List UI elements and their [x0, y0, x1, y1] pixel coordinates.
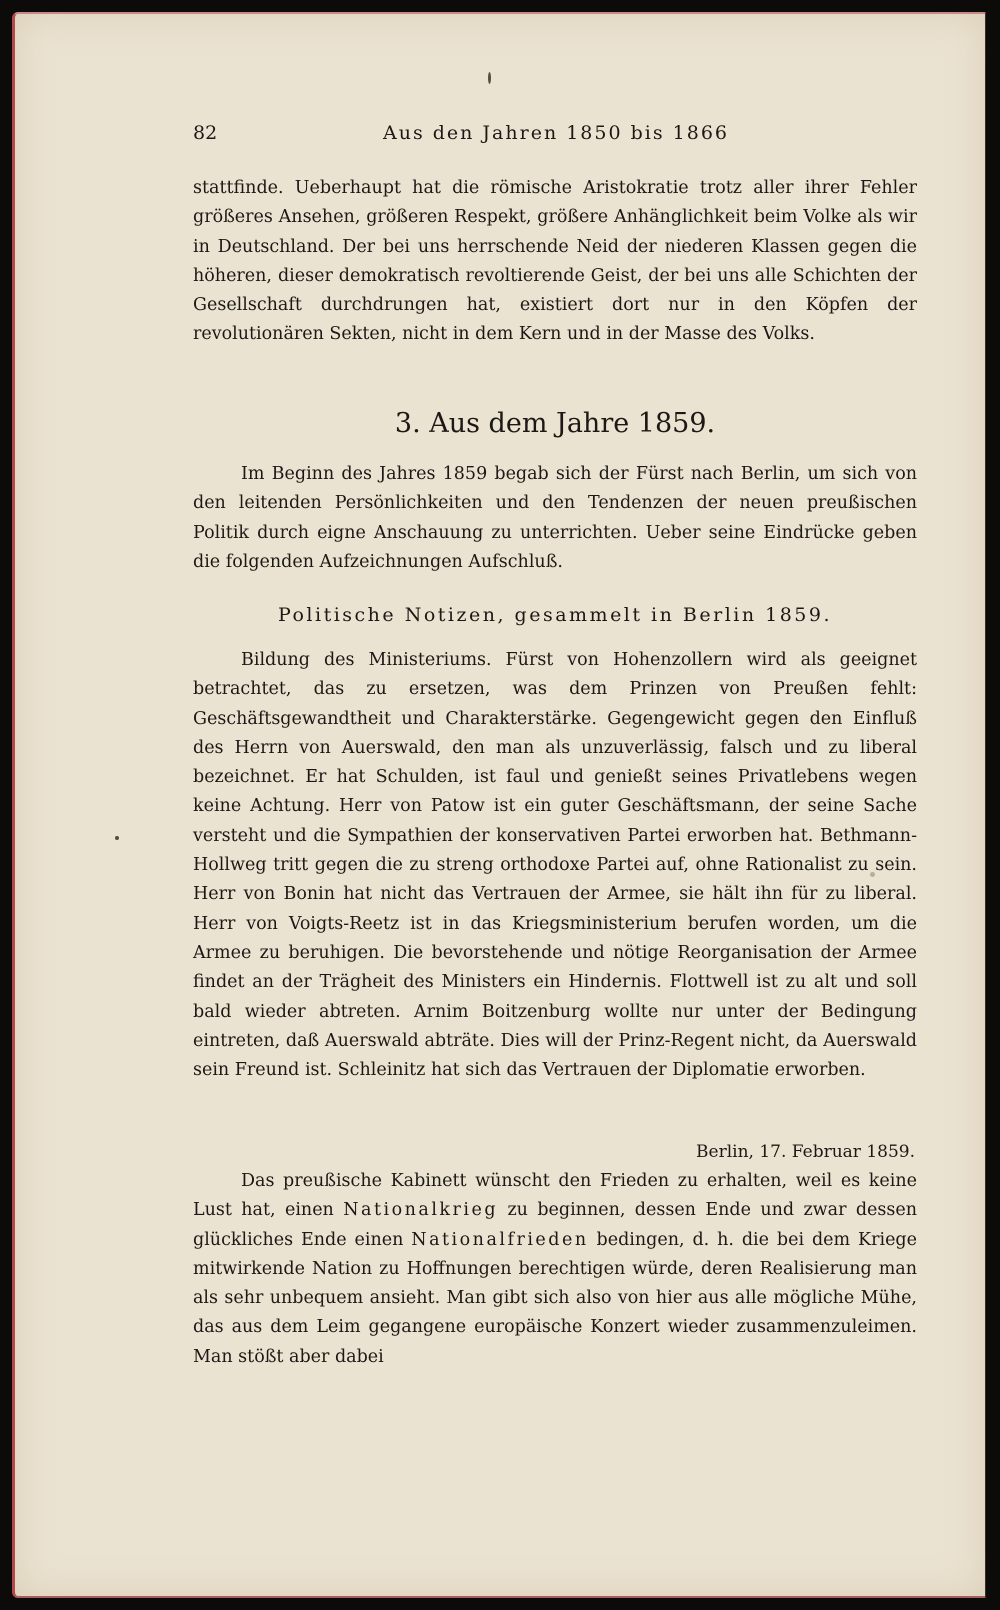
ink-speck: [115, 836, 119, 840]
section-heading: 3. Aus dem Jahre 1859.: [394, 408, 716, 439]
ink-speck: [870, 872, 875, 877]
text-run: zu beginnen, dessen Ende und zwar dessen glückliches Ende einen: [193, 1200, 917, 1250]
page-number: 82: [193, 122, 218, 144]
ink-speck: [488, 72, 491, 84]
emphasized-term: Nationalkrieg: [343, 1200, 499, 1221]
text-run: bedingen, d. h. die bei dem Kriege mitwirkende Nation zu Hoffnungen berechtigen würde, deren Realisierung man als sehr unbequem ansieht. Man gibt sich also von hier aus alle mögliche Mühe, das aus dem Leim gegangene europäische Konzert wieder zusammenzuleimen. Man stößt aber dabei: [193, 1229, 917, 1367]
paragraph-berlin-letter: [193, 1167, 917, 1372]
paragraph-political-notes: Bildung des Ministeriums. Fürst von Hohenzollern wird als geeignet betrachtet, das zu ersetzen, was dem Prinzen von Preußen fehlt: Geschäftsgewandtheit und Charakterstärke. Gegengewicht gegen den Einfluß des Herrn von Auerswald, den man als unzuverlässig, falsch und zu liberal bezeichnet. Er hat Schulden, ist faul und genießt seines Privatlebens wegen keine Achtung. Herr von Patow ist ein guter Geschäftsmann, der seine Sache versteht und die Sympathien der konservativen Partei erworben hat. Bethmann-Hollweg tritt gegen die zu streng orthodoxe Partei auf, ohne Rationalist zu sein. Herr von Bonin hat nicht das Vertrauen der Armee, sie hält ihn für zu liberal. Herr von Voigts-Reetz ist in das Kriegsministerium berufen worden, um die Armee zu beruhigen. Die bevorstehende und nötige Reorganisation der Armee findet an der Trägheit des Ministers ein Hindernis. Flottwell ist zu alt und soll bald wieder abtreten. Arnim Boitzenburg wollte nur unter der Bedingung eintreten, daß Auerswald abträte. Dies will der Prinz-Regent nicht, da Auerswald sein Freund ist. Schleinitz hat sich das Vertrauen der Diplomatie erworben.: [193, 650, 917, 1081]
page-header: [193, 122, 915, 152]
book-page: [12, 12, 986, 1598]
running-head: Aus den Jahren 1850 bis 1866: [383, 122, 729, 144]
paragraph-introduction: Im Beginn des Jahres 1859 begab sich der Fürst nach Berlin, um sich von den leitenden Persönlichkeiten und den Tendenzen der neuen preußischen Politik durch eigne Anschauung zu unterrichten. Ueber seine Eindrücke geben die folgenden Aufzeichnungen Aufschluß.: [193, 464, 917, 572]
text-run: Das preußische Kabinett wünscht den Frieden zu erhalten, weil es keine Lust hat, einen: [193, 1171, 917, 1221]
paragraph-continuation: stattfinde. Ueberhaupt hat die römische Aristokratie trotz aller ihrer Fehler größeres Ansehen, größeren Respekt, größere Anhänglichkeit beim Volke als wir in Deutschland. Der bei uns herrschende Neid der niederen Klassen gegen die höheren, dieser demokratisch revoltierende Geist, der bei uns alle Schichten der Gesellschaft durchdrungen hat, existiert dort nur in den Köpfen der revolutionären Sekten, nicht in dem Kern und in der Masse des Volks.: [193, 178, 917, 345]
dateline: Berlin, 17. Februar 1859.: [696, 1142, 915, 1162]
emphasized-term: Nationalfrieden: [411, 1229, 589, 1250]
subheading: Politische Notizen, gesammelt in Berlin 1859.: [277, 604, 833, 626]
